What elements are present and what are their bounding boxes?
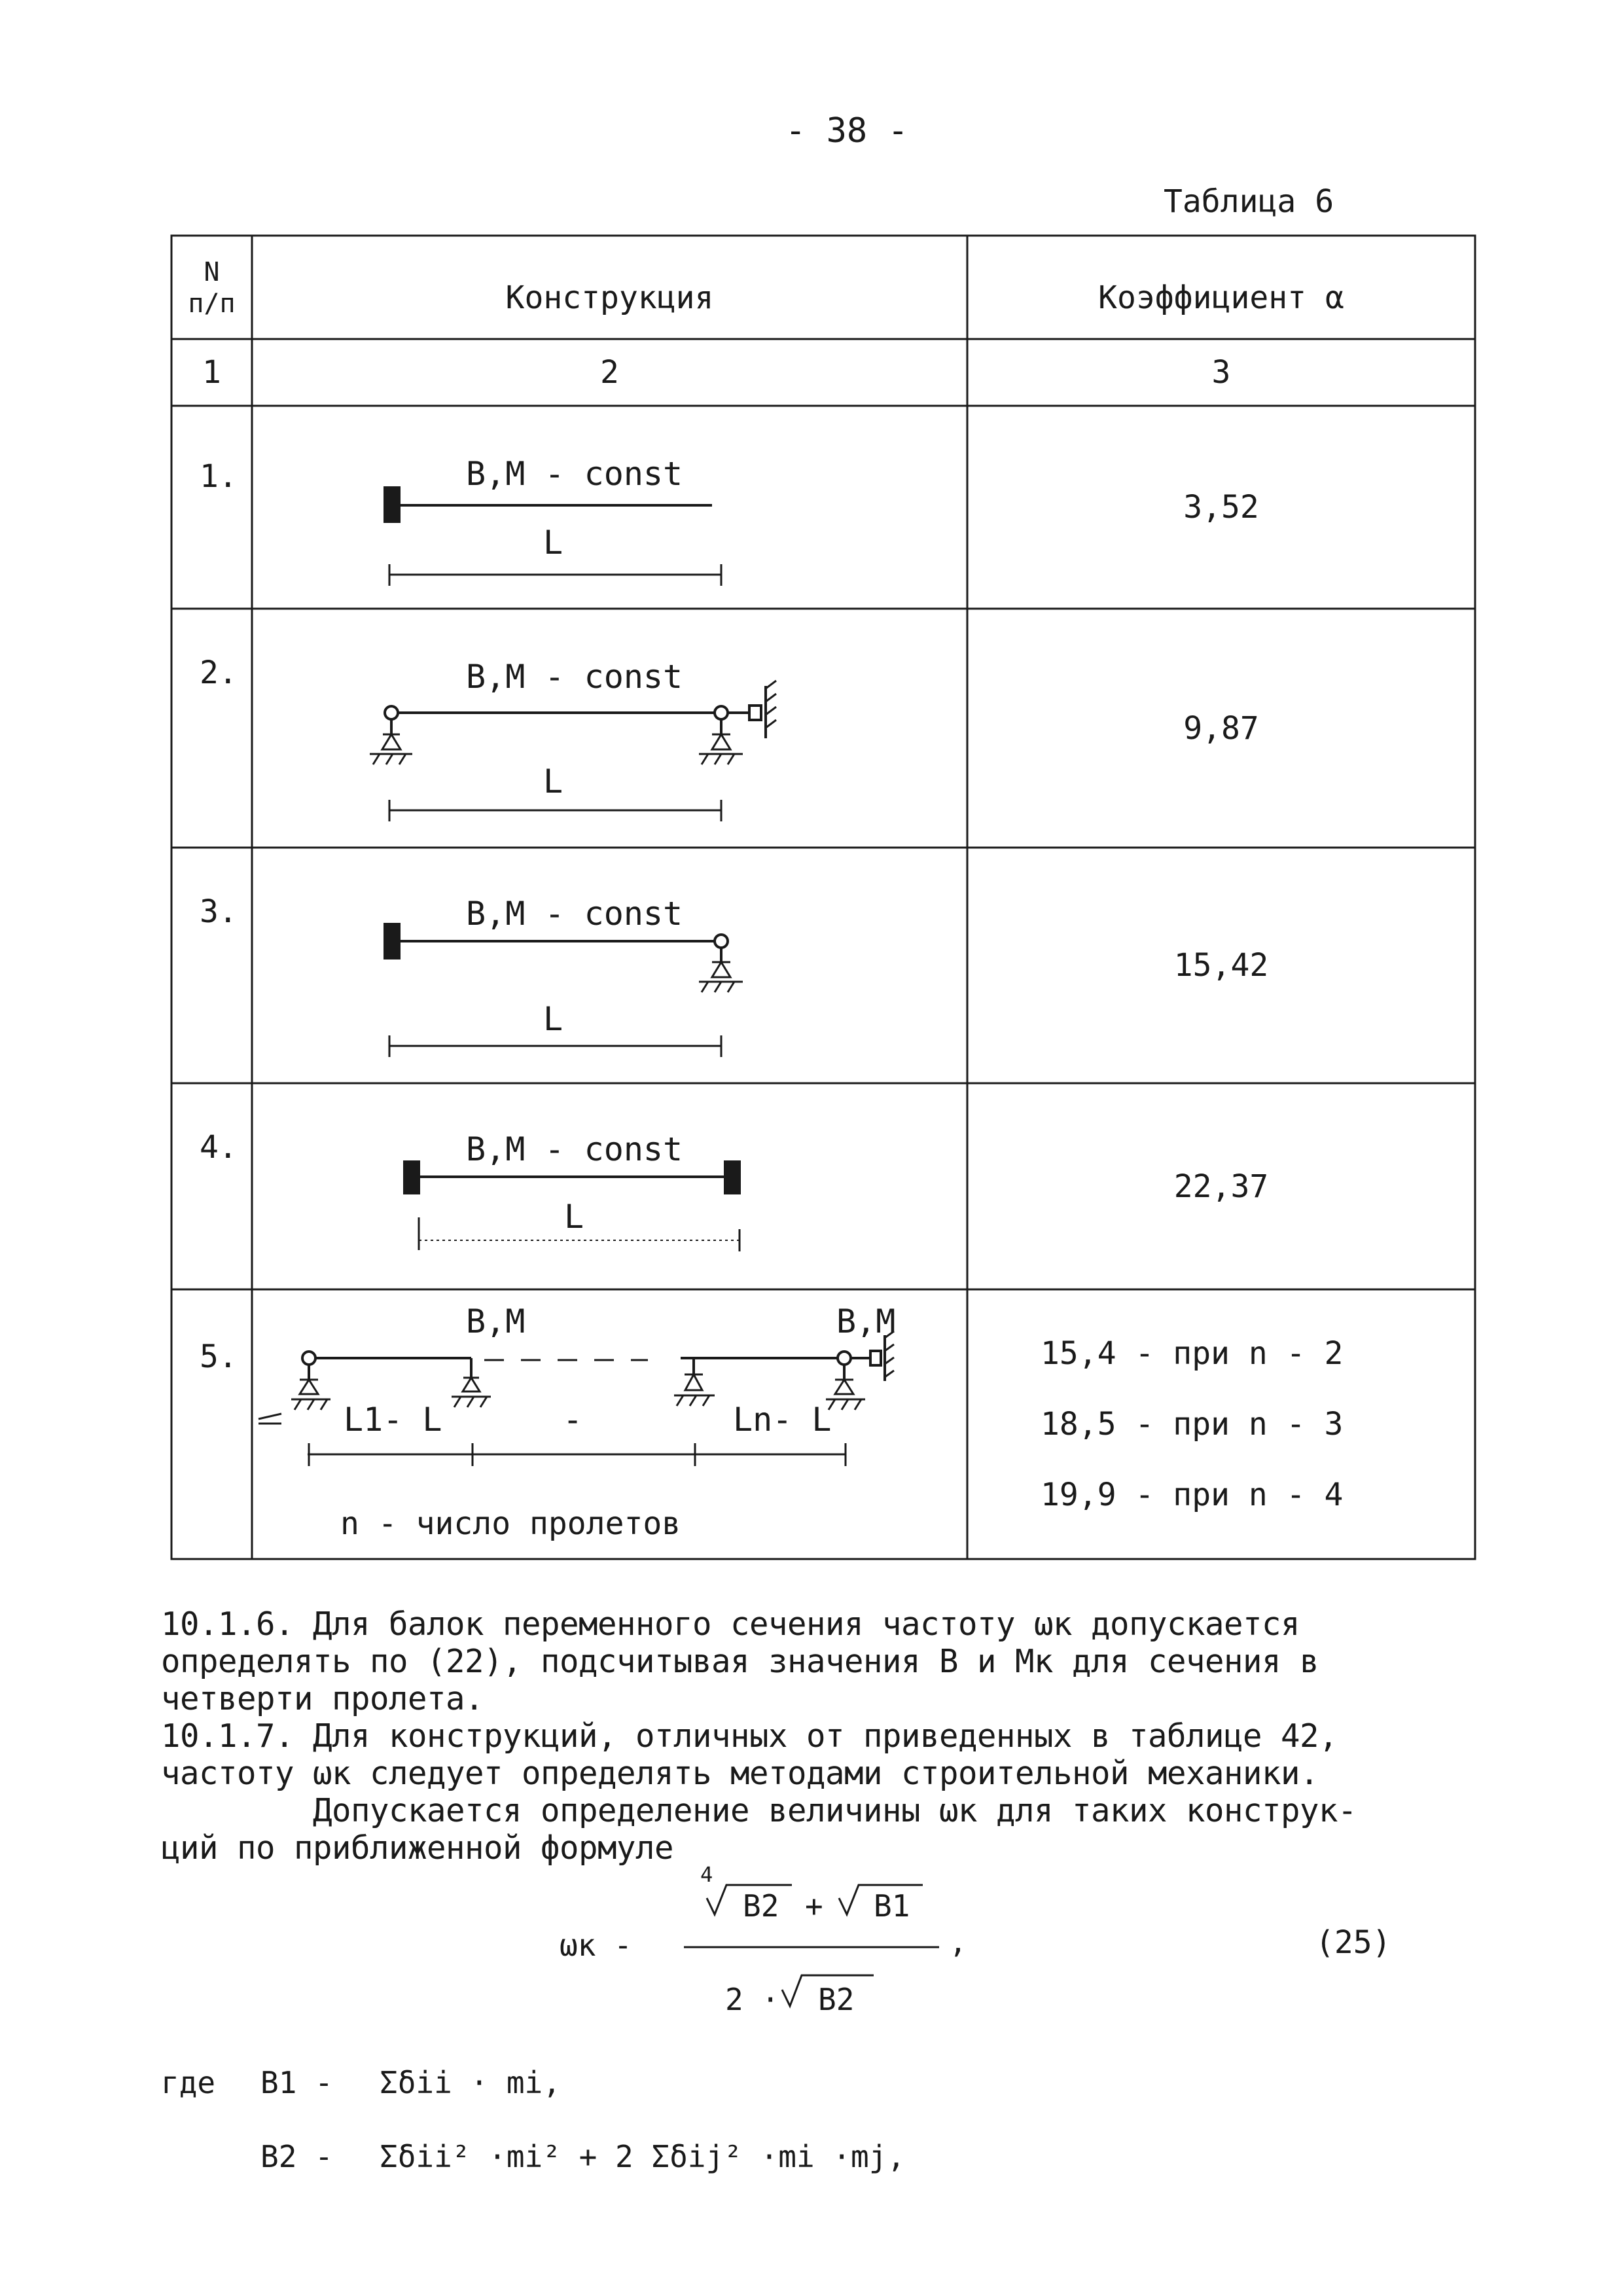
paragraph-line-6: Допускается определение величины ωк для таких конструк- [161,1792,1357,1829]
formula-numerator-b2: B2 [743,1888,779,1924]
where-b2-name: B2 - [260,2139,333,2174]
table-caption: Таблица 6 [1164,183,1334,220]
formula-root-index: 4 [700,1862,713,1887]
formula-numerator-b1: B1 [874,1888,910,1924]
row-5-span-right: Ln- L [733,1401,832,1439]
row-4-num: 4. [200,1129,238,1166]
row-5-beam-label-left: B,M [466,1302,526,1340]
where-b1-expr: Σδii · mi, [380,2065,561,2100]
row-5-coefficient-3: 19,9 - при n - 4 [1041,1477,1344,1513]
formula-lhs: ωк - [560,1928,632,1963]
row-5-beam-label-right: B,M [836,1302,896,1340]
row-2-span-label: L [543,762,563,800]
header-coefficient: Коэффициент α [1098,279,1344,316]
where-b1-name: B1 - [260,2065,333,2100]
row-2-coefficient: 9,87 [1183,709,1259,747]
where-label: где [161,2065,216,2100]
formula-comma: , [949,1924,967,1960]
row-3-beam-label: B,M - const [466,895,683,933]
paragraph-line-3: четверти пролета. [161,1680,484,1717]
header-num: N п/п [188,257,236,319]
paragraph-line-4: 10.1.7. Для конструкций, отличных от приведенных в таблице 42, [161,1717,1338,1755]
index-col-3: 3 [1211,354,1231,391]
row-1-num: 1. [200,458,238,495]
row-5-num: 5. [200,1338,238,1375]
row-1-beam-label: B,M - const [466,455,683,493]
row-4-coefficient: 22,37 [1173,1168,1269,1205]
paragraph-line-7: ций по приближенной формуле [161,1829,674,1867]
row-4-span-label: L [564,1198,584,1236]
paragraph-line-1: 10.1.6. Для балок переменного сечения частоту ωк допускается [161,1605,1300,1643]
formula-denominator-prefix: 2 · [725,1982,780,2017]
header-construction: Конструкция [505,279,714,316]
row-3-coefficient: 15,42 [1173,947,1269,984]
formula-denominator-b2: B2 [818,1982,855,2017]
row-3-span-label: L [543,1000,563,1038]
where-b2-expr: Σδii² ·mi² + 2 Σδij² ·mi ·mj, [380,2139,906,2174]
index-col-1: 1 [202,354,221,391]
row-4-beam-label: B,M - const [466,1130,683,1168]
index-col-2: 2 [600,354,619,391]
row-1-coefficient: 3,52 [1183,489,1259,526]
row-5-note: n - число пролетов [340,1505,681,1542]
row-2-num: 2. [200,655,238,691]
paragraph-line-5: частоту ωк следует определять методами строительной механики. [161,1755,1319,1792]
row-5-coefficient-2: 18,5 - при n - 3 [1041,1406,1344,1443]
page-number: - 38 - [785,111,908,151]
row-5-coefficient-1: 15,4 - при n - 2 [1041,1335,1344,1372]
formula-plus: + [805,1888,823,1924]
row-1-span-label: L [543,524,563,562]
row-2-beam-label: B,M - const [466,658,683,696]
row-5-span-left: L1- L [344,1401,442,1439]
row-5-span-mid: - [563,1401,583,1439]
row-3-num: 3. [200,893,238,930]
formula-number: (25) [1315,1924,1391,1961]
paragraph-line-2: определять по (22), подсчитывая значения B и Mк для сечения в [161,1643,1319,1680]
